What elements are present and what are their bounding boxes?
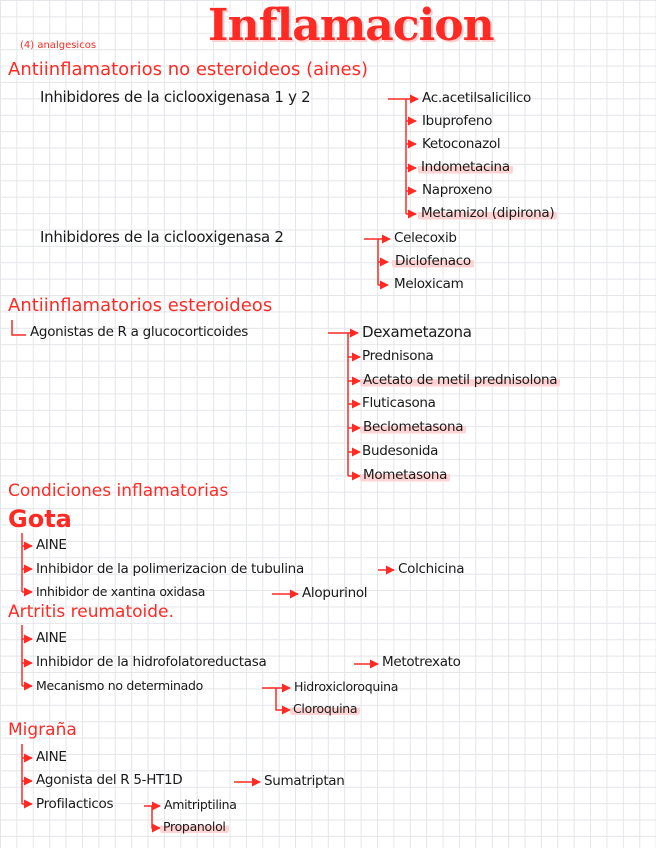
note-analgesicos: (4) analgesicos — [20, 40, 97, 51]
drug-name: Metamizol (dipirona) — [418, 205, 557, 221]
drug-item: Ac.acetilsalicilico — [422, 90, 531, 106]
migrana-item-profilacticos: Profilacticos — [36, 796, 114, 812]
drug-item: Ketoconazol — [422, 136, 501, 152]
glucocorticoides-label: Agonistas de R a glucocorticoides — [30, 324, 248, 340]
drug-item — [160, 819, 229, 834]
gota-heading: Gota — [8, 505, 72, 533]
drug-item: Celecoxib — [394, 230, 457, 246]
artritis-item-aine: AINE — [36, 630, 67, 646]
drug-name: Indometacina — [418, 159, 513, 175]
drug-item — [290, 701, 360, 716]
condiciones-heading: Condiciones inflamatorias — [8, 481, 229, 501]
esteroideos-heading: Antiinflamatorios esteroideos — [8, 295, 273, 316]
cox12-label: Inhibidores de la ciclooxigenasa 1 y 2 — [40, 88, 311, 106]
drug-item: Fluticasona — [362, 395, 436, 411]
drug-name: Beclometasona — [360, 419, 466, 435]
gota-item-tubulina: Inhibidor de la polimerizacion de tubulina — [36, 561, 304, 577]
gota-item-xantina: Inhibidor de xantina oxidasa — [36, 584, 206, 599]
drug-item — [360, 467, 450, 483]
drug-name: Diclofenaco — [392, 253, 474, 269]
page-title: Inflamacion — [208, 0, 494, 51]
artritis-item-mecanismo: Mecanismo no determinado — [36, 678, 204, 693]
drug-name: Acetato de metil prednisolona — [360, 372, 560, 388]
migrana-item-aine: AINE — [36, 749, 67, 765]
drug-name: Mometasona — [360, 467, 450, 483]
drug-item: Ibuprofeno — [422, 113, 493, 129]
migrana-heading: Migraña — [8, 720, 77, 740]
drug-item — [392, 253, 474, 269]
drug-item — [418, 159, 513, 175]
artritis-heading: Artritis reumatoide. — [8, 602, 174, 622]
drug-item: Meloxicam — [394, 276, 464, 292]
migrana-item-agonista: Agonista del R 5-HT1D — [36, 772, 183, 788]
drug-item — [360, 419, 466, 435]
drug-item: Naproxeno — [422, 182, 493, 198]
drug-item: Dexametazona — [362, 323, 472, 341]
drug-item: Colchicina — [398, 561, 465, 577]
drug-name: Cloroquina — [290, 701, 360, 716]
drug-item — [360, 372, 560, 388]
gota-item-aine: AINE — [36, 537, 67, 553]
drug-item: Amitriptilina — [164, 797, 237, 812]
artritis-item-hidrofolato: Inhibidor de la hidrofolatoreductasa — [36, 654, 267, 670]
cox2-label: Inhibidores de la ciclooxigenasa 2 — [40, 228, 284, 246]
drug-item: Budesonida — [362, 443, 439, 459]
drug-item — [418, 205, 557, 221]
drug-item: Sumatriptan — [264, 773, 345, 789]
drug-item: Alopurinol — [302, 585, 368, 601]
drug-name: Propanolol — [160, 819, 229, 834]
drug-item: Hidroxicloroquina — [294, 679, 399, 694]
drug-item: Metotrexato — [382, 654, 461, 670]
aines-heading: Antiinflamatorios no esteroideos (aines) — [8, 59, 368, 80]
drug-item: Prednisona — [362, 348, 434, 364]
